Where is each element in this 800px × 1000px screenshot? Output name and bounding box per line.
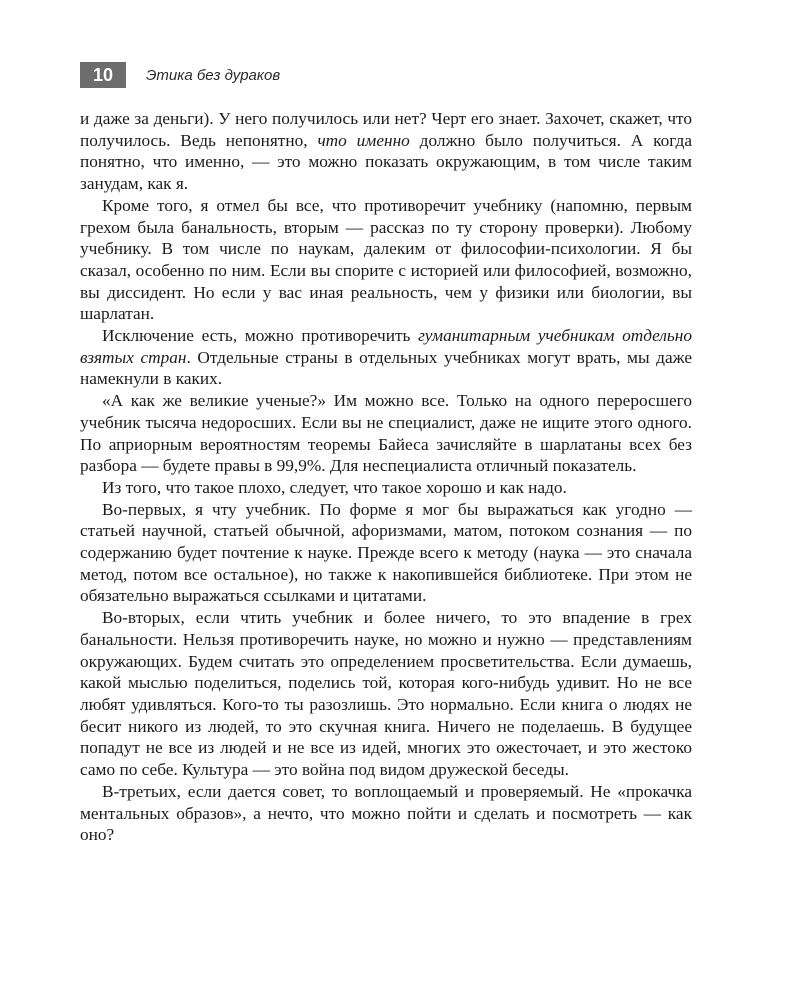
text-span: должно было получиться. А когда понятно, что именно, — это можно показать окружающим, в том числе таким занудам, как я. (80, 130, 692, 194)
text-span: В-третьих, если дается совет, то воплощаемый и проверяемый. Не «прокачка ментальных образов», а нечто, что можно пойти и сделать и посмотреть — как оно? (80, 781, 692, 845)
paragraph-3 (80, 325, 692, 390)
text-span: «А как же великие ученые?» Им можно все. Только на одного переросшего учебник тысяча недоросших. Если вы не специалист, даже не ищите этого одного. По априорным вероятностям теоремы Байеса зачисляйте в шарлатаны всех без разбора — будете правы в 99,9%. Для неспециалиста отличный показатель. (80, 391, 692, 476)
text-body (80, 108, 692, 846)
text-span: Во-вторых, если чтить учебник и более ничего, то это впадение в грех банальности. Нельзя противоречить науке, но можно и нужно — представлениям окружающих. Будем считать это определением просветительства. Если думаешь, какой мыслью поделиться, поделись той, которая кого-нибудь удивит. Но не все любят удивляться. Кого-то ты разозлишь. Это нормально. Если книга о людях не бесит никого из людей, то это скучная книга. Ничего не поделаешь. В будущее попадут не все из людей и не все из идей, многих это ожесточает, и это жестоко само по себе. Культура — это война под видом дружеской беседы. (80, 608, 692, 780)
paragraph-8 (80, 781, 692, 846)
paragraph-7 (80, 607, 692, 781)
paragraph-4 (80, 390, 692, 477)
text-span: . Отдельные страны в отдельных учебниках могут врать, мы даже намекнули в каких. (80, 347, 692, 389)
text-span: и даже за деньги). У него получилось или нет? Черт его знает. Захочет, скажет, что получилось. Ведь непонятно, (80, 109, 692, 150)
paragraph-5 (80, 477, 692, 499)
book-title: Этика без дураков (146, 66, 281, 84)
running-header (80, 62, 280, 88)
page-number: 10 (80, 62, 126, 88)
text-span: Исключение есть, можно противоречить (102, 326, 419, 346)
text-span: Кроме того, я отмел бы все, что противоречит учебнику (напомню, первым грехом была банальность, вторым — рассказ по ту сторону проверки). Любому учебнику. В том числе по наукам, далеким от философии-психологии. Я бы сказал, особенно по ним. Если вы спорите с историей или философией, возможно, вы диссидент. Но если у вас иная реальность, чем у физики или биологии, вы шарлатан. (80, 195, 692, 324)
italic-span: что именно (317, 130, 410, 150)
italic-span: гуманитарным учебникам отдельно взятых стран (80, 326, 692, 367)
text-span: Во-первых, я чту учебник. По форме я мог бы выражаться как угодно — статьей научной, статьей обычной, афоризмами, матом, потоком сознания — по содержанию будет почтение к науке. Прежде всего к методу (наука — это сначала метод, потом все остальное), но также к накопившейся библиотеке. При этом не обязательно выражаться ссылками и цитатами. (80, 499, 692, 606)
text-span: Из того, что такое плохо, следует, что такое хорошо и как надо. (102, 477, 567, 497)
paragraph-2 (80, 195, 692, 325)
paragraph-1 (80, 108, 692, 195)
paragraph-6 (80, 499, 692, 608)
